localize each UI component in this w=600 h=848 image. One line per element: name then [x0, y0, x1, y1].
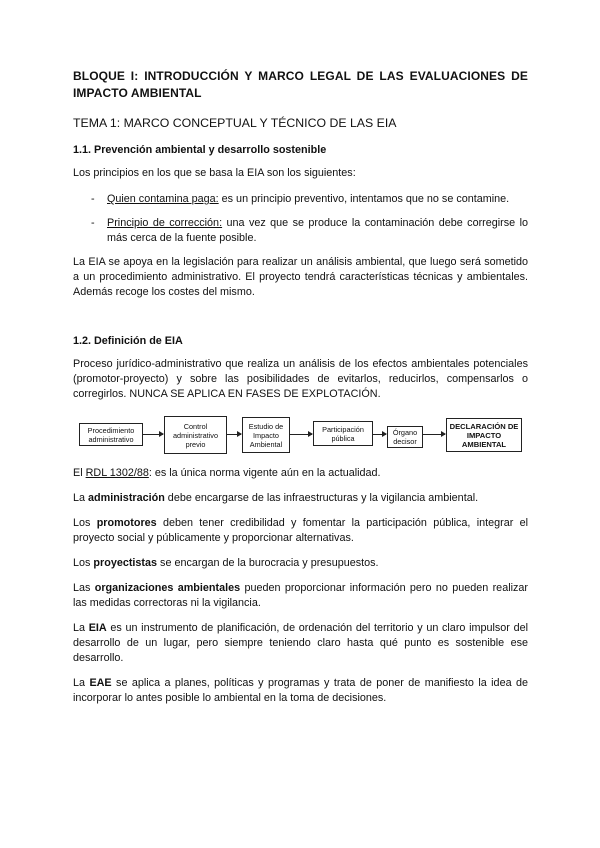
section-1-title: 1.1. Prevención ambiental y desarrollo sostenible — [73, 144, 327, 156]
rdl-prefix: El — [73, 467, 86, 479]
dash-bullet: - — [91, 217, 95, 229]
flow-box-estudio: Estudio de Impacto Ambiental — [242, 417, 290, 453]
section-2-title: 1.2. Definición de EIA — [73, 335, 183, 347]
principle-term: Principio de corrección: — [107, 217, 223, 229]
rdl-paragraph — [73, 466, 528, 481]
flow-arrow — [227, 434, 241, 435]
paragraph-proyectistas — [73, 556, 528, 571]
flow-arrow — [290, 434, 312, 435]
bold-term: organizaciones ambientales — [94, 582, 241, 594]
text-run: debe encargarse de las infraestructuras y la vigilancia ambiental. — [164, 492, 479, 504]
flow-box-organo: Órgano decisor — [387, 426, 423, 448]
eia-process-diagram — [73, 412, 528, 456]
flow-box-participacion: Participación pública — [313, 421, 373, 446]
flow-box-declaracion: DECLARACIÓN DE IMPACTO AMBIENTAL — [446, 418, 522, 452]
rdl-term: RDL 1302/88 — [85, 467, 149, 479]
text-run: Las — [73, 582, 95, 594]
paragraph-eae — [73, 676, 528, 706]
list-item — [73, 216, 528, 246]
flow-box-control: Control administrativo previo — [164, 416, 227, 454]
principle-term: Quien contamina paga: — [107, 193, 219, 205]
text-run: pueden proporcionar información pero no pueden realizar las medidas correctoras ni la vigilancia. — [73, 582, 528, 609]
paragraph-eia — [73, 621, 528, 666]
principles-list — [73, 192, 528, 246]
text-run: Los — [73, 517, 97, 529]
bold-term: promotores — [96, 517, 157, 529]
principle-text: es un principio preventivo, intentamos que no se contamine. — [218, 193, 510, 205]
text-run: se encargan de la burocracia y presupuestos. — [157, 557, 379, 569]
bold-term: EAE — [89, 677, 112, 689]
text-run: se aplica a planes, políticas y programas y trata de poner de manifiesto la idea de incorporar lo antes posible lo ambiental en la toma de decisiones. — [73, 677, 528, 704]
block-title: BLOQUE I: INTRODUCCIÓN Y MARCO LEGAL DE LAS EVALUACIONES DE IMPACTO AMBIENTAL — [73, 69, 528, 100]
text-run: La — [73, 677, 90, 689]
bold-term: EIA — [88, 622, 107, 634]
flow-box-procedimiento: Procedimiento administrativo — [79, 423, 143, 446]
list-item — [73, 192, 528, 207]
flow-arrow — [373, 434, 386, 435]
section-2-definition: Proceso jurídico-administrativo que realiza un análisis de los efectos ambientales potenciales (promotor-proyecto) y sobre las posibilidades de evitarlos, reducirlos, compensarlos o corregirlos. NUNCA SE APLICA EN FASES DE EXPLOTACIÓN. — [73, 358, 528, 400]
text-run: es un instrumento de planificación, de ordenación del territorio y un claro impulsor del desarrollo de un lugar, pero siempre teniendo claro hasta qué punto es sostenible ese desarrollo. — [73, 622, 528, 664]
rdl-text: : es la única norma vigente aún en la actualidad. — [148, 467, 381, 479]
text-run: deben tener credibilidad y fomentar la participación pública, integrar el proyecto social y públicamente y proporcionar alternativas. — [73, 517, 528, 544]
section-1-paragraph: La EIA se apoya en la legislación para realizar un análisis ambiental, que luego será sometido a un procedimiento administrativo. El proyecto tendrá características técnicas y ambientales. Además recoge los costes del mismo. — [73, 256, 528, 298]
paragraph-organizaciones — [73, 581, 528, 611]
text-run: La — [73, 622, 89, 634]
flow-arrow — [423, 434, 445, 435]
bold-term: administración — [88, 492, 165, 504]
text-run: La — [73, 492, 89, 504]
principle-text: una vez que se produce la contaminación debe corregirse lo más cerca de la fuente posible. — [107, 217, 529, 244]
document-content — [73, 68, 528, 706]
text-run: Los — [73, 557, 94, 569]
flow-arrow — [143, 434, 163, 435]
paragraph-administracion — [73, 491, 528, 506]
dash-bullet: - — [91, 193, 95, 205]
paragraph-promotores — [73, 516, 528, 546]
section-1-intro: Los principios en los que se basa la EIA son los siguientes: — [73, 167, 356, 179]
tema-title: TEMA 1: MARCO CONCEPTUAL Y TÉCNICO DE LAS EIA — [73, 116, 397, 130]
bold-term: proyectistas — [93, 557, 158, 569]
